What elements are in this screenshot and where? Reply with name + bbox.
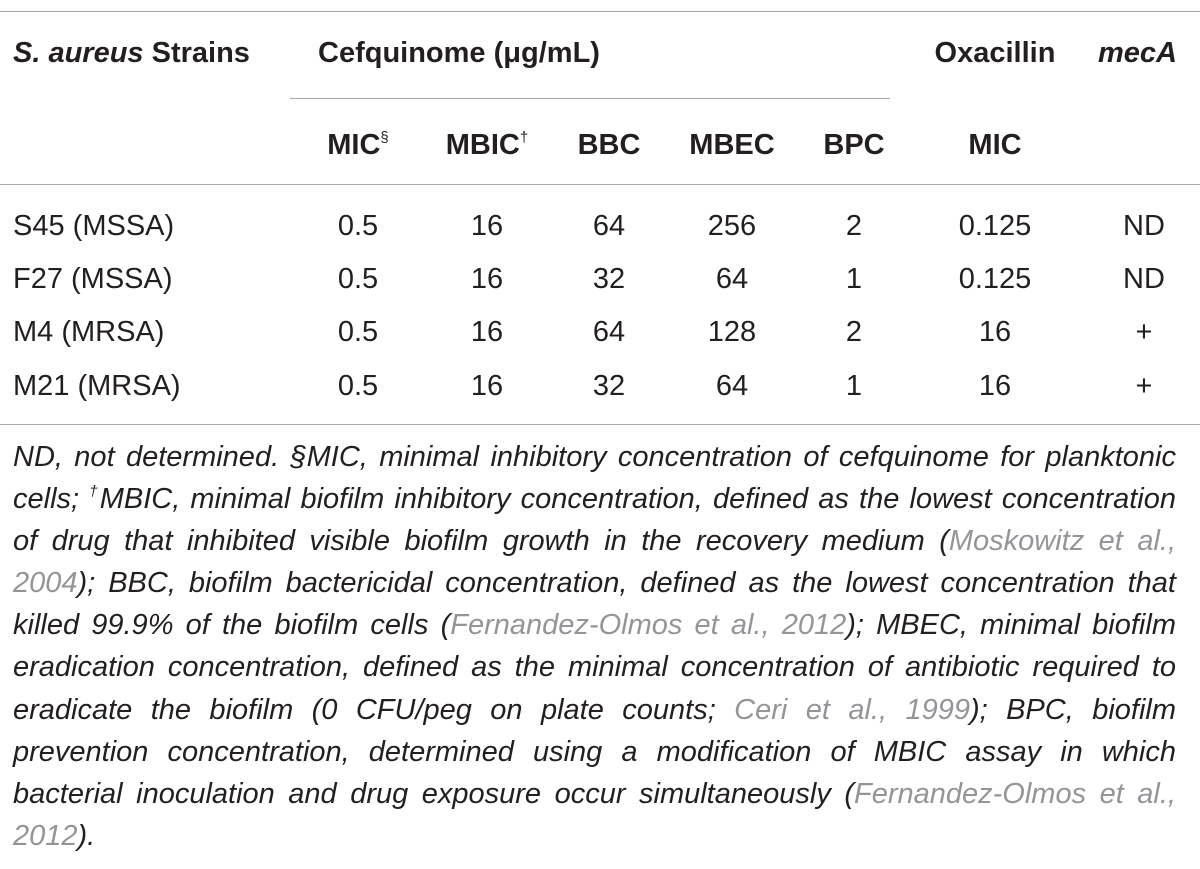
- top-rule: [0, 11, 1200, 12]
- note-part-2: MBIC, minimal biofilm inhibitory concentration, defined as the lowest concentration of drug that inhibited visible biofilm growth in the recovery medium (: [13, 483, 1176, 558]
- oxacillin-mic-cell: 16: [978, 316, 1012, 348]
- bpc-cell: 1: [845, 370, 863, 402]
- mbec-cell: 256: [707, 210, 757, 242]
- strain-cell: S45 (MSSA): [13, 210, 175, 242]
- note-part-4: ); MBEC, minimal biofilm eradication concentration, defined as the minimal concentration of antibiotic required to eradicate the biofilm (0 CFU/peg on plate counts;: [13, 609, 1176, 726]
- bbc-cell: 64: [592, 316, 626, 348]
- oxacillin-mic-cell: 16: [978, 370, 1012, 402]
- strain-cell: M21 (MRSA): [13, 370, 181, 402]
- mbic-cell: 16: [470, 370, 504, 402]
- oxacillin-header: Oxacillin: [934, 37, 1056, 69]
- mbec-cell: 64: [715, 263, 749, 295]
- strain-cell: M4 (MRSA): [13, 316, 165, 348]
- bbc-cell: 32: [592, 370, 626, 402]
- bbc-cell: 32: [592, 263, 626, 295]
- meca-cell: +: [1135, 316, 1153, 348]
- meca-cell: +: [1135, 370, 1153, 402]
- ref-fernandez-olmos-link-2[interactable]: Fernandez-Olmos et al., 2012: [13, 777, 1176, 852]
- ref-ceri-link[interactable]: Ceri et al., 1999: [734, 693, 970, 726]
- mic-cell: 0.5: [337, 370, 379, 402]
- table-footnotes: [13, 436, 1176, 857]
- mic-cell: 0.5: [337, 316, 379, 348]
- strains-word: Strains: [143, 37, 250, 69]
- bbc-cell: 64: [592, 210, 626, 242]
- mbic-cell: 16: [470, 316, 504, 348]
- dagger-mark: †: [519, 129, 529, 146]
- mbec-cell: 128: [707, 316, 757, 348]
- bpc-cell: 1: [845, 263, 863, 295]
- ref-fernandez-olmos-link[interactable]: Fernandez-Olmos et al., 2012: [450, 609, 847, 642]
- header-bottom-rule: [0, 184, 1200, 185]
- species-name: S. aureus: [13, 37, 144, 69]
- cefquinome-group-header: Cefquinome (μg/mL): [318, 37, 600, 69]
- bpc-cell: 2: [845, 210, 863, 242]
- note-part-3: ); BBC, biofilm bactericidal concentration, defined as the lowest concentration that killed 99.9% of the biofilm cells (: [13, 567, 1176, 642]
- bbc-header: BBC: [577, 129, 641, 161]
- oxacillin-mic-cell: 0.125: [958, 263, 1032, 295]
- meca-header: mecA: [1098, 37, 1177, 69]
- mbic-header-label: MBIC: [445, 129, 520, 161]
- mic-cell: 0.5: [337, 263, 379, 295]
- note-part-5: ); BPC, biofilm prevention concentration, determined using a modification of MBIC assay in which bacterial inoculation and drug exposure occur simultaneously (: [13, 693, 1176, 810]
- mbec-cell: 64: [715, 370, 749, 402]
- section-mark: §: [380, 129, 389, 146]
- mic-cell: 0.5: [337, 210, 379, 242]
- oxacillin-mic-cell: 0.125: [958, 210, 1032, 242]
- ref-moskowitz-link[interactable]: Moskowitz et al., 2004: [13, 525, 1176, 600]
- meca-cell: ND: [1123, 263, 1165, 295]
- strains-header: [13, 35, 250, 71]
- note-part-6: ).: [77, 819, 96, 852]
- mbic-cell: 16: [470, 210, 504, 242]
- strain-cell: F27 (MSSA): [13, 263, 173, 295]
- mbic-cell: 16: [470, 263, 504, 295]
- mic-header-label: MIC: [327, 129, 381, 161]
- note-part-1: ND, not determined. §MIC, minimal inhibitory concentration of cefquinome for planktonic cells;: [13, 441, 1176, 516]
- meca-cell: ND: [1123, 210, 1165, 242]
- cefquinome-span-rule: [290, 98, 890, 99]
- oxacillin-mic-header: MIC: [968, 129, 1022, 161]
- mic-header: [327, 127, 389, 163]
- note-dagger: †: [89, 483, 100, 501]
- mbic-header: [446, 127, 528, 163]
- bpc-cell: 2: [845, 316, 863, 348]
- mbec-header: MBEC: [689, 129, 775, 161]
- bpc-header: BPC: [823, 129, 885, 161]
- body-bottom-rule: [0, 424, 1200, 425]
